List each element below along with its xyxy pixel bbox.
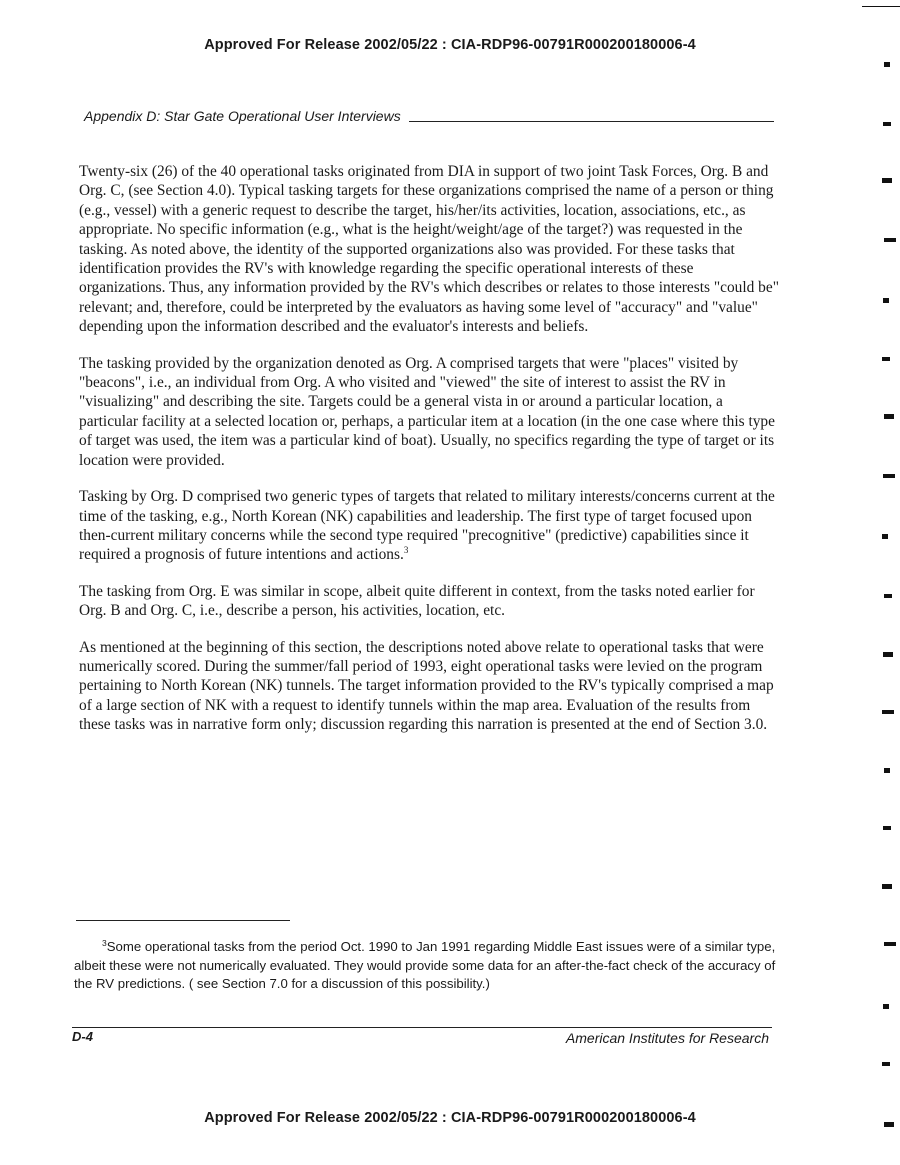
scan-edge-mark: [884, 414, 894, 419]
scan-edge-mark: [884, 768, 890, 773]
scan-edge-mark: [882, 357, 890, 361]
appendix-title: Appendix D: Star Gate Operational User Interviews: [84, 108, 401, 124]
footnote-reference[interactable]: 3: [403, 545, 409, 556]
footer-organization: American Institutes for Research: [565, 1030, 769, 1046]
scan-edge-mark: [882, 178, 892, 183]
paragraph-1-text: Twenty-six (26) of the 40 operational tasks originated from DIA in support of two joint Task Forces, Org. B and Org. C, (see Section 4.0). Typical tasking targets for these organizations comprised the name of a person or thing (e.g., vessel) with a generic request to describe the target, his/her/its activities, location, associations, etc., as appropriate. No specific information (e.g., what is the height/weight/age of the target?) was requested in the tasking. As noted above, the identity of the supported organizations also was provided. For these tasks that identification provides the RV's with knowledge regarding the specific operational interests of these organizations. Thus, any information provided by the RV's which describes or relates to those interests "could be" relevant; and, therefore, could be interpreted by the evaluators as having some level of "accuracy" and "value" depending upon the information described and the evaluator's interests and beliefs.: [79, 163, 779, 336]
scan-edge-mark: [882, 1062, 890, 1066]
paragraph-4-text: The tasking from Org. E was similar in scope, albeit quite different in context, from the tasks noted earlier for Org. B and Org. C, i.e., describe a person, his activities, location, etc.: [79, 582, 755, 620]
body-text: [79, 162, 779, 752]
scan-edge-mark: [884, 942, 896, 946]
scan-edge-line: [862, 6, 900, 7]
scan-edge-mark: [884, 238, 896, 242]
scan-edge-mark: [883, 826, 891, 830]
scan-edge-mark: [884, 1122, 894, 1127]
scan-edge-mark: [883, 474, 895, 478]
page-number: D-4: [72, 1029, 93, 1044]
header-rule: [409, 121, 774, 122]
scan-edge-mark: [883, 122, 891, 126]
scan-edge-mark: [882, 534, 888, 539]
release-stamp-bottom: Approved For Release 2002/05/22 : CIA-RDP96-00791R000200180006-4: [204, 1110, 696, 1126]
paragraph-3: [79, 487, 779, 565]
scan-edge-mark: [884, 62, 890, 67]
appendix-header: [84, 108, 774, 124]
paragraph-3-text: Tasking by Org. D comprised two generic types of targets that related to military interests/concerns current at the time of the tasking, e.g., North Korean (NK) capabilities and leadership. The first type of target focused upon then-current military concerns while the second type required "precognitive" (predictive) capabilities since it required a prognosis of future intentions and actions.: [79, 488, 775, 564]
release-stamp-top: Approved For Release 2002/05/22 : CIA-RDP96-00791R000200180006-4: [204, 37, 696, 53]
paragraph-2-text: The tasking provided by the organization denoted as Org. A comprised targets that were "places" visited by "beacons", i.e., an individual from Org. A who visited and "viewed" the site of interest to assist the RV in "visualizing" and describing the site. Targets could be a general vista in or around a particular location, a particular facility at a selected location or, perhaps, a particular item at a location (in the one case where this type of target was used, the item was a particular kind of boat). Usually, no specifics regarding the type of target or its location were provided.: [79, 354, 775, 469]
scan-edge-mark: [884, 594, 892, 598]
paragraph-5-text: As mentioned at the beginning of this section, the descriptions noted above relate to operational tasks that were numerically scored. During the summer/fall period of 1993, eight operational tasks were levied on the program pertaining to North Korean (NK) tunnels. The target information provided to the RV's typically comprised a map of a large section of NK with a request to identify tunnels within the map area. Evaluation of the results from these tasks was in narrative form only; discussion regarding this narration is presented at the end of Section 3.0.: [79, 638, 774, 734]
footnote-marker: 3: [102, 938, 107, 948]
scan-edge-mark: [883, 652, 893, 657]
scan-edge-mark: [882, 710, 894, 714]
paragraph-2: [79, 354, 779, 470]
footnote-rule: [76, 920, 290, 921]
paragraph-5: [79, 638, 779, 735]
paragraph-1: [79, 162, 779, 337]
paragraph-4: [79, 582, 779, 621]
footnote: [74, 938, 778, 994]
footnote-text: Some operational tasks from the period Oct. 1990 to Jan 1991 regarding Middle East issues were of a similar type, albeit these were not numerically evaluated. They would provide some data for an after-the-fact check of the accuracy of the RV predictions. ( see Section 7.0 for a discussion of this possibility.): [74, 939, 776, 991]
scan-edge-mark: [883, 298, 889, 303]
scan-edge-mark: [883, 1004, 889, 1009]
footer-rule: [72, 1027, 772, 1028]
scan-edge-mark: [882, 884, 892, 889]
